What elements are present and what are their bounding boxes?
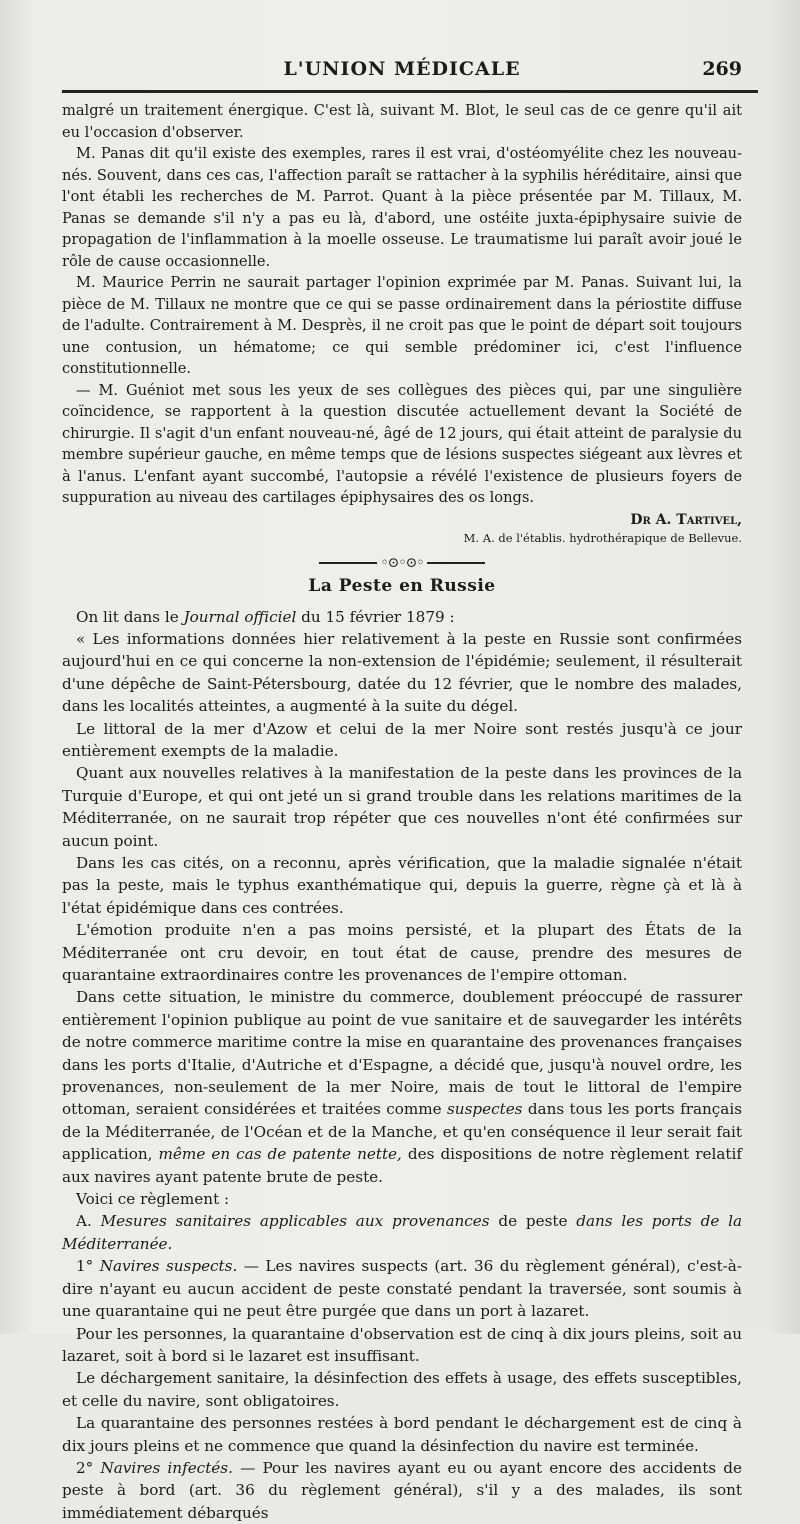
section-a-italic: Mesures sanitaires applicables aux provenances: [101, 1212, 490, 1230]
ornament-line-right: [427, 562, 485, 564]
paragraph: M. Maurice Perrin ne saurait partager l'opinion exprimée par M. Panas. Suivant lui, la pièce de M. Tillaux ne montre que ce qui se passe ordinairement dans la périostite diffuse de l'adulte. Contrairement à M. Desprès, il ne croit pas que le point de départ soit toujours une contusion, un hématome; ce qui semble prédominer ici, c'est l'influence constitutionnelle.: [62, 272, 742, 380]
section-a-mid: de peste: [490, 1212, 577, 1230]
reglement-intro: Voici ce règlement :: [62, 1188, 742, 1210]
item-2: [62, 1457, 742, 1524]
paragraph: La quarantaine des personnes restées à bord pendant le déchargement est de cinq à dix jours pleins et ne commence que quand la désinfection du navire est terminée.: [62, 1412, 742, 1457]
item-1-number: 1°: [76, 1257, 100, 1275]
item-2-label: Navires infectés.: [100, 1459, 232, 1477]
ornament-line-left: [319, 562, 377, 564]
paragraph: Dans les cas cités, on a reconnu, après vérification, que la maladie signalée n'était pas la peste, mais le typhus exanthématique qui, depuis la guerre, règne çà et là à l'état épidémique dans ces contrées.: [62, 852, 742, 919]
minister-text-a: Dans cette situation, le ministre du commerce, doublement préoccupé de rassurer entièrement l'opinion publique au point de vue sanitaire et de sauvegarder les intérêts de notre commerce maritime contre la mise en quarantaine des provenances françaises dans les ports d'Italie, d'Autriche et d'Espagne, a décidé que, jusqu'à nouvel ordre, les provenances, non-seulement de la mer Noire, mais de tout le littoral de l'empire ottoman, seraient considérées et traitées comme: [62, 988, 742, 1118]
paragraph: Le déchargement sanitaire, la désinfection des effets à usage, des effets susceptibles, et celle du navire, sont obligatoires.: [62, 1367, 742, 1412]
article-title: La Peste en Russie: [62, 576, 742, 596]
intro-suffix: du 15 février 1879 :: [296, 608, 454, 626]
minister-suspectes: suspectes: [447, 1100, 522, 1118]
intro-prefix: On lit dans le: [76, 608, 184, 626]
minister-text-c: des dispositions de notre règlement relatif aux navires ayant patente brute de peste.: [62, 1145, 742, 1185]
item-1: [62, 1255, 742, 1322]
page-header: [62, 0, 742, 88]
paragraph: Pour les personnes, la quarantaine d'observation est de cinq à dix jours pleins, soit au lazaret, soit à bord si le lazaret est insuffisant.: [62, 1323, 742, 1368]
item-1-text: — Les navires suspects (art. 36 du règlement général), c'est-à-dire n'ayant eu aucun accident de peste constaté pendant la traversée, sont soumis à une quarantaine qui ne peut être purgée que dans un port à lazaret.: [62, 1257, 742, 1320]
running-title: L'UNION MÉDICALE: [62, 58, 742, 80]
signature-affiliation: M. A. de l'établis. hydrothérapique de Bellevue.: [62, 529, 742, 547]
item-1-label: Navires suspects.: [100, 1257, 238, 1275]
item-2-number: 2°: [76, 1459, 100, 1477]
ornament-knot-icon: ◦⊙◦⊙◦: [380, 555, 423, 571]
intro-journal: Journal officiel: [184, 608, 297, 626]
section-ornament: [62, 553, 742, 572]
paragraph: — M. Guéniot met sous les yeux de ses collègues des pièces qui, par une singulière coïncidence, se rapportent à la question discutée actuellement devant la Société de chirurgie. Il s'agit d'un enfant nouveau-né, âgé de 12 jours, qui était atteint de paralysie du membre supérieur gauche, en même temps que de lésions suspectes siégeant aux lèvres et à l'anus. L'enfant ayant succombé, l'autopsie a révélé l'existence de plusieurs foyers de suppuration au niveau des cartilages épiphysaires des os longs.: [62, 380, 742, 509]
paragraph: Quant aux nouvelles relatives à la manifestation de la peste dans les provinces de la Turquie d'Europe, et qui ont jeté un si grand trouble dans les relations maritimes de la Méditerranée, on ne saurait trop répéter que ces nouvelles n'ont été confirmées sur aucun point.: [62, 762, 742, 852]
section-a-italic2: dans les ports de la Méditerranée.: [62, 1212, 742, 1252]
paragraph: Le littoral de la mer d'Azow et celui de la mer Noire sont restés jusqu'à ce jour entièrement exempts de la maladie.: [62, 718, 742, 763]
page-number: 269: [702, 58, 742, 80]
header-rule: [62, 90, 758, 93]
discussion-section: [62, 100, 742, 547]
minister-patente: même en cas de patente nette,: [159, 1145, 402, 1163]
section-a-prefix: A.: [76, 1212, 101, 1230]
paragraph: L'émotion produite n'en a pas moins persisté, et la plupart des États de la Méditerranée ont cru devoir, en tout état de cause, prendre des mesures de quarantaine extraordinaires contre les provenances de l'empire ottoman.: [62, 919, 742, 986]
paragraph: malgré un traitement énergique. C'est là, suivant M. Blot, le seul cas de ce genre qu'il ait eu l'occasion d'observer.: [62, 100, 742, 143]
paragraph: M. Panas dit qu'il existe des exemples, rares il est vrai, d'ostéomyélite chez les nouveau-nés. Souvent, dans ces cas, l'affection paraît se rattacher à la syphilis héréditaire, ainsi que l'ont établi les recherches de M. Parrot. Quant à la pièce présentée par M. Tillaux, M. Panas se demande s'il n'y a pas eu là, d'abord, une ostéite juxta-épiphysaire suivie de propagation de l'inflammation à la moelle osseuse. Le traumatisme lui paraît avoir joué le rôle de cause occasionnelle.: [62, 143, 742, 272]
signature: [62, 511, 742, 547]
article-body: [62, 606, 742, 1524]
item-2-text: — Pour les navires ayant eu ou ayant encore des accidents de peste à bord (art. 36 du règlement général), s'il y a des malades, ils sont immédiatement débarqués: [62, 1459, 742, 1522]
article-intro: [62, 606, 742, 628]
paragraph: « Les informations données hier relativement à la peste en Russie sont confirmées aujourd'hui en ce qui concerne la non-extension de l'épidémie; seulement, il résulterait d'une dépêche de Saint-Pétersbourg, datée du 12 février, que le nombre des malades, dans les localités atteintes, a augmenté à la suite du dégel.: [62, 628, 742, 718]
minister-text-b: dans tous les ports français de la Méditerranée, de l'Océan et de la Manche, et qu'en conséquence il leur serait fait application,: [62, 1100, 742, 1163]
section-a-heading: [62, 1210, 742, 1255]
signature-name: Dr A. Tartivel,: [62, 511, 742, 529]
minister-paragraph: [62, 986, 742, 1188]
